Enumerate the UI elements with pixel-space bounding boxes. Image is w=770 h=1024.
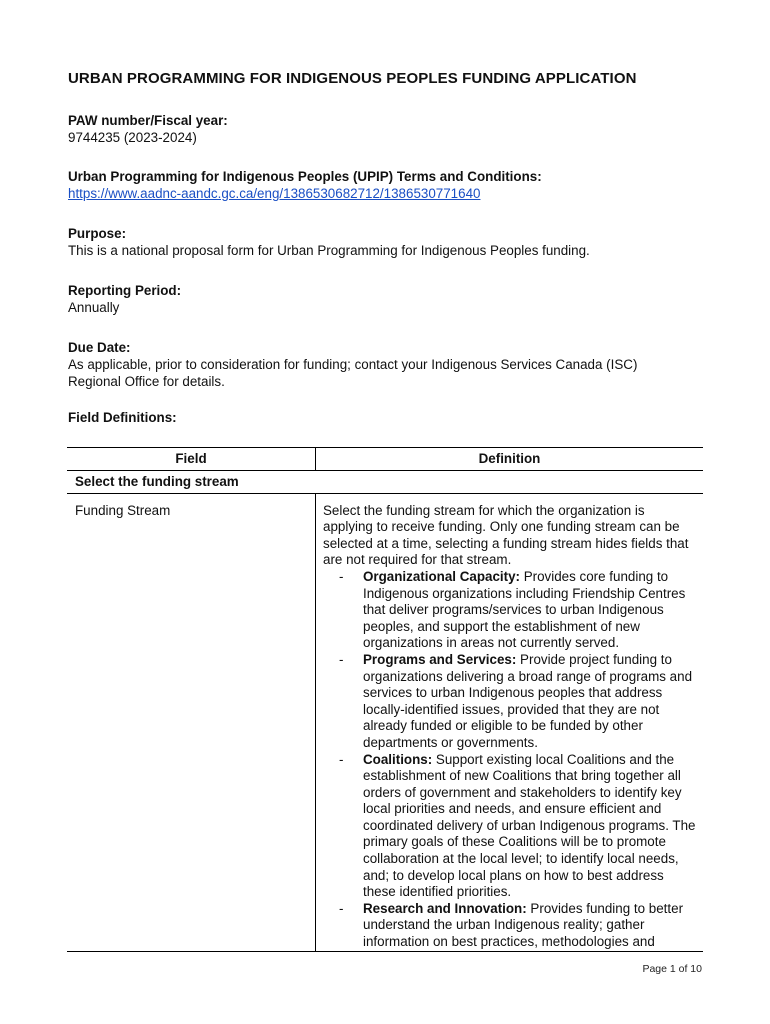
paw-section (68, 112, 708, 146)
stream-list (323, 569, 697, 951)
terms-label: Urban Programming for Indigenous Peoples (UPIP) Terms and Conditions: (68, 169, 542, 184)
definition-cell (316, 493, 704, 951)
field-cell: Funding Stream (67, 493, 316, 951)
definition-column-header: Definition (316, 448, 704, 471)
field-definitions-label: Field Definitions: (68, 410, 177, 425)
item-text: Provides core funding to Indigenous organizations including Friendship Centres that deliver programs/services to urban Indigenous peoples, and support the establishment of new organizations in areas not currently served. (363, 568, 686, 651)
purpose-label: Purpose: (68, 226, 127, 241)
list-item (339, 568, 697, 652)
dash-marker: - (339, 900, 344, 916)
item-term: Coalitions: (363, 751, 433, 767)
terms-link[interactable]: https://www.aadnc-aandc.gc.ca/eng/1386530682712/1386530771640 (68, 186, 481, 201)
dash-marker: - (339, 568, 344, 584)
list-item (339, 900, 697, 951)
item-term: Programs and Services: (363, 651, 517, 667)
table-section-row (67, 471, 703, 494)
table-row (67, 493, 703, 951)
dash-marker: - (339, 651, 344, 667)
dash-marker: - (339, 751, 344, 767)
terms-section (68, 168, 708, 202)
due-value: As applicable, prior to consideration for funding; contact your Indigenous Services Canada (ISC) Regional Office for details. (68, 357, 638, 389)
list-item (339, 651, 697, 752)
reporting-section (68, 282, 708, 316)
document-title: URBAN PROGRAMMING FOR INDIGENOUS PEOPLES FUNDING APPLICATION (68, 70, 637, 87)
paw-label: PAW number/Fiscal year: (68, 113, 228, 128)
section-row-label: Select the funding stream (67, 471, 703, 494)
table-header-row (67, 448, 703, 471)
field-definitions-table (67, 447, 703, 952)
purpose-section (68, 225, 708, 259)
field-column-header: Field (67, 448, 316, 471)
reporting-value: Annually (68, 300, 120, 315)
item-term: Organizational Capacity: (363, 568, 520, 584)
item-text: Provides funding to better understand the urban Indigenous reality; gather information on best practices, methodologies and (363, 900, 684, 950)
item-text: Support existing local Coalitions and the establishment of new Coalitions that bring together all orders of government and stakeholders to identify key local priorities and needs, and ensure efficient and coordinated delivery of urban Indigenous programs. The primary goals of these Coalitions will be to promote collaboration at the local level; to identify local needs, and; to develop local plans on how to best address these identified priorities. (363, 751, 696, 900)
reporting-label: Reporting Period: (68, 283, 182, 298)
due-section (68, 339, 668, 390)
purpose-value: This is a national proposal form for Urban Programming for Indigenous Peoples funding. (68, 243, 590, 258)
item-text: Provide project funding to organizations delivering a broad range of programs and services to urban Indigenous peoples that address locally-identified issues, provided that they are not already funded or eligible to be funded by other departments or governments. (363, 651, 693, 750)
definition-intro: Select the funding stream for which the organization is applying to receive funding. Only one funding stream can be selected at a time, selecting a funding stream hides fields that are not required for that stream. (323, 502, 689, 568)
list-item (339, 751, 697, 901)
item-term: Research and Innovation: (363, 900, 527, 916)
due-label: Due Date: (68, 340, 131, 355)
paw-value: 9744235 (2023-2024) (68, 130, 197, 145)
page-number: Page 1 of 10 (642, 963, 702, 975)
